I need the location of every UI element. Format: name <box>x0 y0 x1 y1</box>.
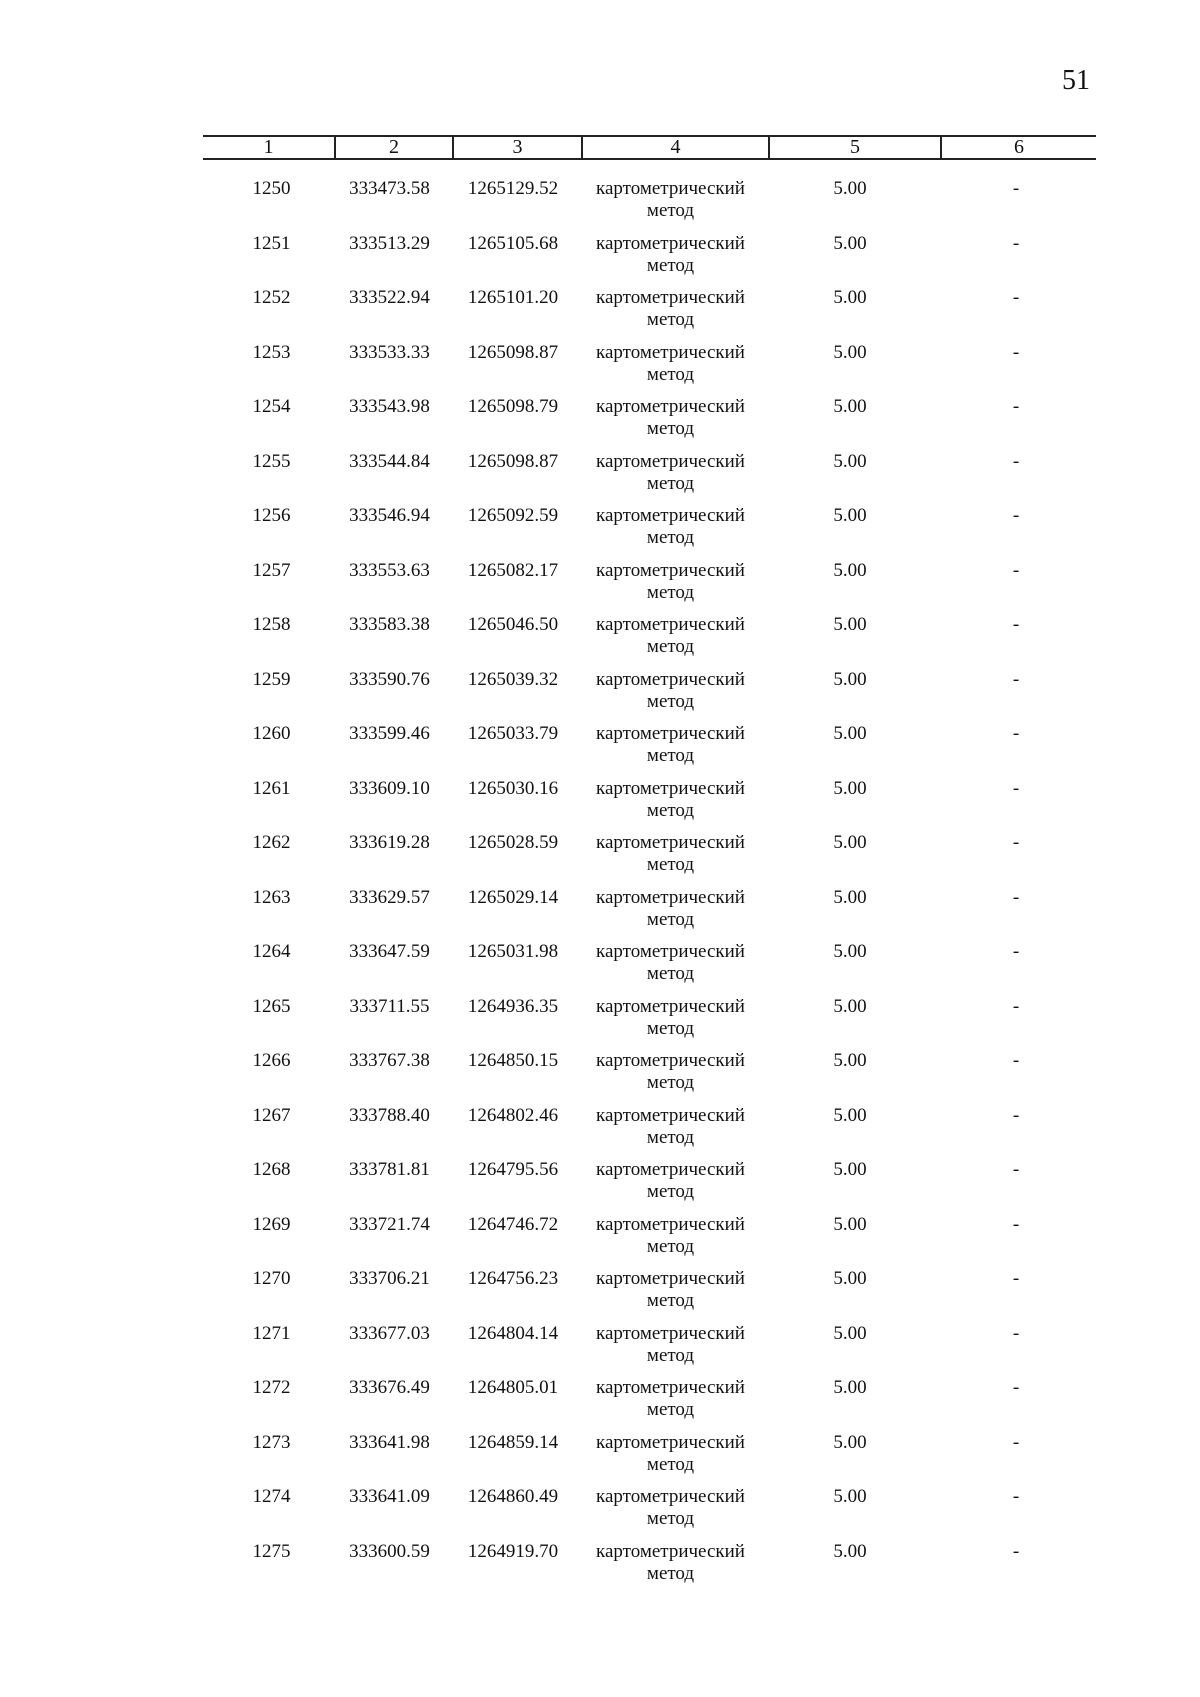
point-number-cell: 1251 <box>252 232 291 254</box>
method-line-1: картометрический <box>596 1268 745 1289</box>
description-cell: - <box>1012 723 1020 744</box>
point-number-cell: 1255 <box>252 450 291 472</box>
table-row <box>203 832 1096 887</box>
x-coordinate-cell: 333788.40 <box>349 1104 430 1126</box>
y-coordinate-cell: 1264802.46 <box>467 1104 559 1126</box>
table-row <box>203 669 1096 724</box>
y-coordinate-cell: 1265098.87 <box>467 450 559 472</box>
method-line-2: метод <box>646 854 695 875</box>
table-row <box>203 1486 1096 1541</box>
accuracy-cell: 5.00 <box>833 777 867 799</box>
y-coordinate-cell: 1265029.14 <box>467 886 559 908</box>
y-coordinate-cell: 1265031.98 <box>467 941 559 962</box>
method-line-1: картометрический <box>596 1431 745 1453</box>
column-header-6: 6 <box>940 137 1096 158</box>
description-cell: - <box>1012 559 1020 581</box>
x-coordinate-cell: 333522.94 <box>349 287 430 308</box>
y-coordinate-cell: 1265092.59 <box>467 505 559 526</box>
table-row <box>203 505 1096 560</box>
table-row <box>203 1268 1096 1323</box>
x-coordinate-cell: 333600.59 <box>349 1540 430 1562</box>
point-number-cell: 1275 <box>252 1540 291 1562</box>
point-number-cell: 1262 <box>252 832 291 853</box>
y-coordinate-cell: 1264756.23 <box>467 1268 559 1289</box>
method-line-1: картометрический <box>596 668 745 690</box>
description-cell: - <box>1012 614 1020 635</box>
x-coordinate-cell: 333647.59 <box>349 941 430 962</box>
method-cell <box>577 1432 764 1487</box>
method-line-2: метод <box>646 418 695 439</box>
y-coordinate-cell: 1265082.17 <box>467 559 559 581</box>
y-coordinate-cell: 1264850.15 <box>467 1050 559 1071</box>
point-number-cell: 1252 <box>252 287 291 308</box>
accuracy-cell: 5.00 <box>833 450 867 472</box>
x-coordinate-cell: 333781.81 <box>349 1159 430 1180</box>
method-line-1: картометрический <box>596 941 745 962</box>
point-number-cell: 1274 <box>252 1486 291 1507</box>
accuracy-cell: 5.00 <box>833 668 867 690</box>
accuracy-cell: 5.00 <box>833 396 867 417</box>
accuracy-cell: 5.00 <box>833 178 867 199</box>
method-cell <box>577 887 764 942</box>
accuracy-cell: 5.00 <box>833 1159 867 1180</box>
method-line-1: картометрический <box>596 1540 745 1562</box>
point-number-cell: 1269 <box>252 1213 291 1235</box>
table-row <box>203 1105 1096 1160</box>
method-line-1: картометрический <box>596 886 745 908</box>
y-coordinate-cell: 1265098.79 <box>467 396 559 417</box>
description-cell: - <box>1012 1104 1020 1126</box>
description-cell: - <box>1012 832 1020 853</box>
description-cell: - <box>1012 232 1020 254</box>
x-coordinate-cell: 333641.09 <box>349 1486 430 1507</box>
method-cell <box>577 1268 764 1323</box>
accuracy-cell: 5.00 <box>833 1540 867 1562</box>
table-header <box>203 135 1096 160</box>
method-cell <box>577 996 764 1051</box>
table-row <box>203 941 1096 996</box>
accuracy-cell: 5.00 <box>833 1377 867 1398</box>
method-line-2: метод <box>646 1562 695 1584</box>
x-coordinate-cell: 333590.76 <box>349 668 430 690</box>
method-line-2: метод <box>646 1181 695 1202</box>
method-line-1: картометрический <box>596 1486 745 1507</box>
point-number-cell: 1273 <box>252 1431 291 1453</box>
method-line-1: картометрический <box>596 287 745 308</box>
point-number-cell: 1254 <box>252 396 291 417</box>
page-number: 51 <box>1062 65 1090 96</box>
x-coordinate-cell: 333641.98 <box>349 1431 430 1453</box>
description-cell: - <box>1012 1268 1020 1289</box>
y-coordinate-cell: 1264860.49 <box>467 1486 559 1507</box>
table-row <box>203 1377 1096 1432</box>
table-row <box>203 778 1096 833</box>
method-line-1: картометрический <box>596 1050 745 1071</box>
accuracy-cell: 5.00 <box>833 341 867 363</box>
y-coordinate-cell: 1265039.32 <box>467 668 559 690</box>
x-coordinate-cell: 333676.49 <box>349 1377 430 1398</box>
x-coordinate-cell: 333533.33 <box>349 341 430 363</box>
table-row <box>203 887 1096 942</box>
point-number-cell: 1270 <box>252 1268 291 1289</box>
method-line-2: метод <box>646 1453 695 1475</box>
x-coordinate-cell: 333706.21 <box>349 1268 430 1289</box>
x-coordinate-cell: 333609.10 <box>349 777 430 799</box>
description-cell: - <box>1012 450 1020 472</box>
point-number-cell: 1272 <box>252 1377 291 1398</box>
method-line-2: метод <box>646 963 695 984</box>
table-row <box>203 1050 1096 1105</box>
description-cell: - <box>1012 886 1020 908</box>
accuracy-cell: 5.00 <box>833 723 867 744</box>
method-line-2: метод <box>646 1508 695 1529</box>
description-cell: - <box>1012 505 1020 526</box>
y-coordinate-cell: 1265028.59 <box>467 832 559 853</box>
x-coordinate-cell: 333629.57 <box>349 886 430 908</box>
y-coordinate-cell: 1265033.79 <box>467 723 559 744</box>
table-row <box>203 1323 1096 1378</box>
table-row <box>203 1541 1096 1596</box>
y-coordinate-cell: 1265098.87 <box>467 341 559 363</box>
description-cell: - <box>1012 1213 1020 1235</box>
method-cell <box>577 1486 764 1541</box>
point-number-cell: 1266 <box>252 1050 291 1071</box>
table-row <box>203 1159 1096 1214</box>
column-header-5: 5 <box>768 137 940 158</box>
method-line-1: картометрический <box>596 832 745 853</box>
table-row <box>203 614 1096 669</box>
y-coordinate-cell: 1265030.16 <box>467 777 559 799</box>
point-number-cell: 1265 <box>252 995 291 1017</box>
description-cell: - <box>1012 1431 1020 1453</box>
method-cell <box>577 451 764 506</box>
y-coordinate-cell: 1264746.72 <box>467 1213 559 1235</box>
point-number-cell: 1267 <box>252 1104 291 1126</box>
method-line-2: метод <box>646 1235 695 1257</box>
method-line-2: метод <box>646 636 695 657</box>
coordinates-table <box>203 135 1096 1595</box>
accuracy-cell: 5.00 <box>833 886 867 908</box>
accuracy-cell: 5.00 <box>833 832 867 853</box>
method-cell <box>577 1323 764 1378</box>
x-coordinate-cell: 333553.63 <box>349 559 430 581</box>
description-cell: - <box>1012 995 1020 1017</box>
x-coordinate-cell: 333711.55 <box>349 995 430 1017</box>
method-line-2: метод <box>646 1344 695 1366</box>
point-number-cell: 1264 <box>252 941 291 962</box>
method-line-2: метод <box>646 1072 695 1093</box>
method-line-2: метод <box>646 200 695 221</box>
method-cell <box>577 342 764 397</box>
table-row <box>203 560 1096 615</box>
accuracy-cell: 5.00 <box>833 1431 867 1453</box>
x-coordinate-cell: 333619.28 <box>349 832 430 853</box>
point-number-cell: 1253 <box>252 341 291 363</box>
accuracy-cell: 5.00 <box>833 1104 867 1126</box>
method-cell <box>577 1050 764 1105</box>
table-row <box>203 1214 1096 1269</box>
method-line-1: картометрический <box>596 777 745 799</box>
accuracy-cell: 5.00 <box>833 287 867 308</box>
description-cell: - <box>1012 396 1020 417</box>
accuracy-cell: 5.00 <box>833 1486 867 1507</box>
table-row <box>203 396 1096 451</box>
y-coordinate-cell: 1264804.14 <box>467 1322 559 1344</box>
x-coordinate-cell: 333767.38 <box>349 1050 430 1071</box>
accuracy-cell: 5.00 <box>833 559 867 581</box>
method-line-2: метод <box>646 690 695 712</box>
table-body <box>203 178 1096 1595</box>
description-cell: - <box>1012 341 1020 363</box>
method-line-1: картометрический <box>596 559 745 581</box>
method-line-2: метод <box>646 799 695 821</box>
method-line-2: метод <box>646 309 695 330</box>
method-line-1: картометрический <box>596 1104 745 1126</box>
column-header-3: 3 <box>452 137 581 158</box>
column-header-1: 1 <box>263 136 274 158</box>
point-number-cell: 1268 <box>252 1159 291 1180</box>
y-coordinate-cell: 1265046.50 <box>467 614 559 635</box>
method-line-1: картометрический <box>596 505 745 526</box>
method-cell <box>577 778 764 833</box>
method-cell <box>577 1105 764 1160</box>
table-row <box>203 1432 1096 1487</box>
point-number-cell: 1256 <box>252 505 291 526</box>
y-coordinate-cell: 1264859.14 <box>467 1431 559 1453</box>
y-coordinate-cell: 1265101.20 <box>467 287 559 308</box>
method-line-2: метод <box>646 1399 695 1420</box>
table-row <box>203 723 1096 778</box>
description-cell: - <box>1012 1159 1020 1180</box>
x-coordinate-cell: 333546.94 <box>349 505 430 526</box>
description-cell: - <box>1012 668 1020 690</box>
point-number-cell: 1250 <box>252 178 291 199</box>
x-coordinate-cell: 333583.38 <box>349 614 430 635</box>
point-number-cell: 1257 <box>252 559 291 581</box>
method-line-2: метод <box>646 1017 695 1039</box>
method-line-1: картометрический <box>596 450 745 472</box>
y-coordinate-cell: 1265129.52 <box>467 178 559 199</box>
y-coordinate-cell: 1264805.01 <box>467 1377 559 1398</box>
x-coordinate-cell: 333721.74 <box>349 1213 430 1235</box>
table-row <box>203 342 1096 397</box>
point-number-cell: 1260 <box>252 723 291 744</box>
x-coordinate-cell: 333513.29 <box>349 232 430 254</box>
x-coordinate-cell: 333599.46 <box>349 723 430 744</box>
method-cell <box>577 723 764 778</box>
method-cell <box>577 669 764 724</box>
description-cell: - <box>1012 777 1020 799</box>
point-number-cell: 1261 <box>252 777 291 799</box>
method-cell <box>577 178 764 233</box>
description-cell: - <box>1012 178 1020 199</box>
x-coordinate-cell: 333473.58 <box>349 178 430 199</box>
method-cell <box>577 1541 764 1596</box>
method-line-1: картометрический <box>596 341 745 363</box>
method-line-1: картометрический <box>596 1159 745 1180</box>
method-line-2: метод <box>646 472 695 494</box>
point-number-cell: 1259 <box>252 668 291 690</box>
description-cell: - <box>1012 1377 1020 1398</box>
y-coordinate-cell: 1264919.70 <box>467 1540 559 1562</box>
method-cell <box>577 1377 764 1432</box>
method-line-2: метод <box>646 745 695 766</box>
method-line-1: картометрический <box>596 723 745 744</box>
table-row <box>203 451 1096 506</box>
accuracy-cell: 5.00 <box>833 995 867 1017</box>
method-line-2: метод <box>646 527 695 548</box>
method-cell <box>577 233 764 288</box>
y-coordinate-cell: 1264795.56 <box>467 1159 559 1180</box>
method-cell <box>577 505 764 560</box>
method-cell <box>577 941 764 996</box>
method-line-2: метод <box>646 1126 695 1148</box>
method-line-1: картометрический <box>596 396 745 417</box>
accuracy-cell: 5.00 <box>833 232 867 254</box>
description-cell: - <box>1012 1322 1020 1344</box>
point-number-cell: 1271 <box>252 1322 291 1344</box>
point-number-cell: 1263 <box>252 886 291 908</box>
accuracy-cell: 5.00 <box>833 941 867 962</box>
table-row <box>203 996 1096 1051</box>
accuracy-cell: 5.00 <box>833 1268 867 1289</box>
method-cell <box>577 287 764 342</box>
method-line-1: картометрический <box>596 1377 745 1398</box>
method-line-1: картометрический <box>596 1213 745 1235</box>
accuracy-cell: 5.00 <box>833 614 867 635</box>
table-row <box>203 178 1096 233</box>
method-line-2: метод <box>646 254 695 276</box>
accuracy-cell: 5.00 <box>833 1213 867 1235</box>
table-row <box>203 287 1096 342</box>
description-cell: - <box>1012 1540 1020 1562</box>
method-cell <box>577 614 764 669</box>
table-row <box>203 233 1096 288</box>
description-cell: - <box>1012 287 1020 308</box>
method-line-2: метод <box>646 908 695 930</box>
accuracy-cell: 5.00 <box>833 1322 867 1344</box>
method-cell <box>577 1214 764 1269</box>
method-line-2: метод <box>646 1290 695 1311</box>
x-coordinate-cell: 333677.03 <box>349 1322 430 1344</box>
description-cell: - <box>1012 941 1020 962</box>
method-line-1: картометрический <box>596 614 745 635</box>
method-line-1: картометрический <box>596 1322 745 1344</box>
method-cell <box>577 1159 764 1214</box>
column-header-2: 2 <box>334 137 452 158</box>
description-cell: - <box>1012 1050 1020 1071</box>
method-line-2: метод <box>646 363 695 385</box>
accuracy-cell: 5.00 <box>833 1050 867 1071</box>
y-coordinate-cell: 1264936.35 <box>467 995 559 1017</box>
accuracy-cell: 5.00 <box>833 505 867 526</box>
method-line-1: картометрический <box>596 995 745 1017</box>
method-line-2: метод <box>646 581 695 603</box>
method-cell <box>577 832 764 887</box>
x-coordinate-cell: 333543.98 <box>349 396 430 417</box>
method-line-1: картометрический <box>596 232 745 254</box>
description-cell: - <box>1012 1486 1020 1507</box>
x-coordinate-cell: 333544.84 <box>349 450 430 472</box>
method-cell <box>577 560 764 615</box>
point-number-cell: 1258 <box>252 614 291 635</box>
column-header-4: 4 <box>581 137 768 158</box>
method-line-1: картометрический <box>596 178 745 199</box>
y-coordinate-cell: 1265105.68 <box>467 232 559 254</box>
method-cell <box>577 396 764 451</box>
